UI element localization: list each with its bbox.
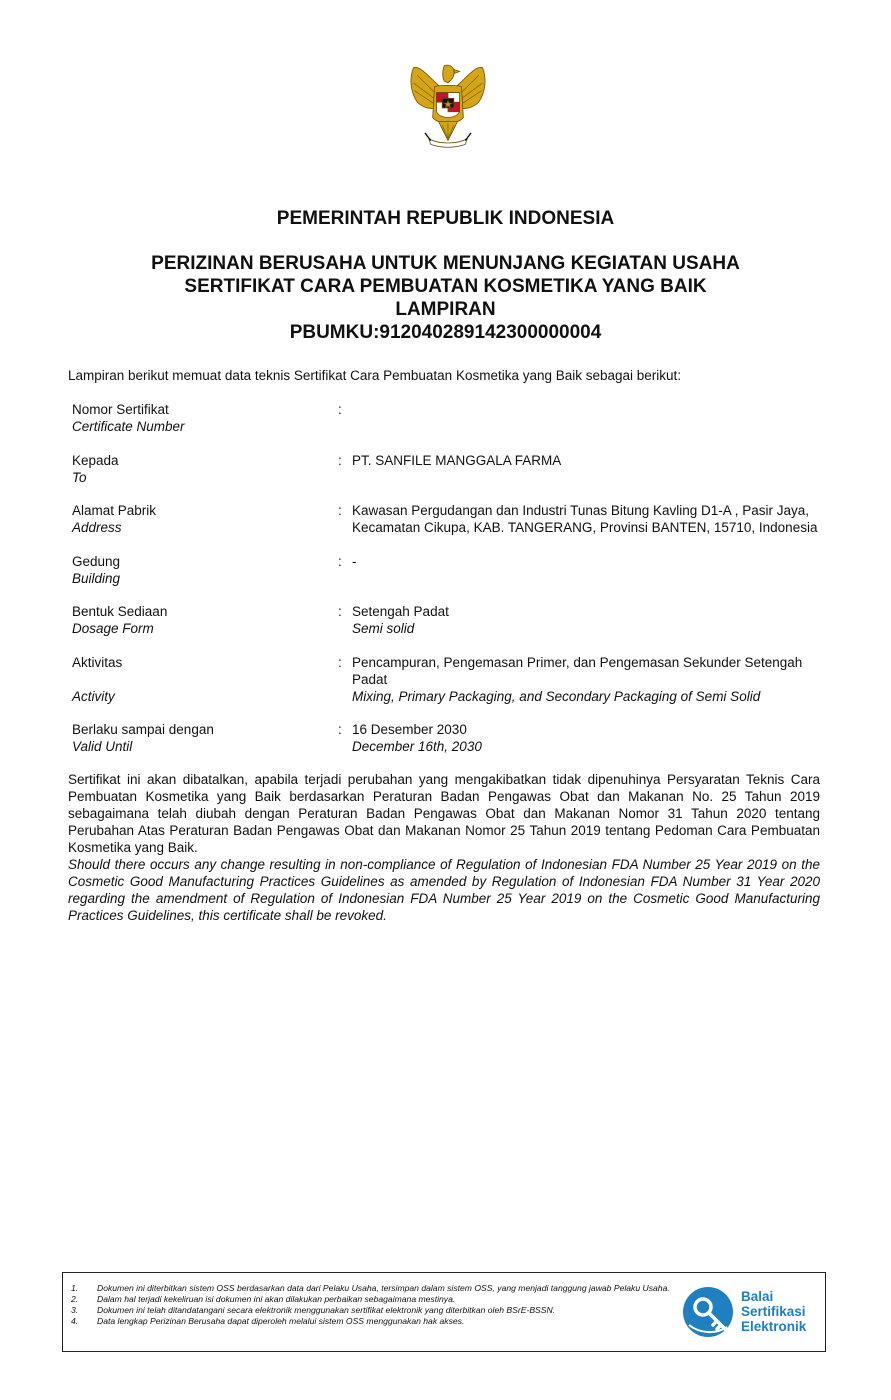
logo-line: Elektronik [741,1319,807,1334]
colon: : [338,503,342,518]
field-value [352,502,822,536]
field-label [72,452,332,486]
note-text: Dalam hal terjadi kekeliruan isi dokumen ini akan dilakukan perbaikan sebagaimana mestinya. [97,1294,456,1304]
field-value [352,721,822,755]
label-en: Certificate Number [72,419,185,434]
colon: : [338,554,342,569]
address-line: Kecamatan Cikupa, KAB. TANGERANG, Provinsi BANTEN, 15710, Indonesia [352,520,818,535]
value-id: Pencampuran, Pengemasan Primer, dan Pengemasan Sekunder Setengah [352,655,803,670]
colon: : [338,722,342,737]
bse-logo-text [741,1289,806,1334]
value-id: 16 Desember 2030 [352,722,467,737]
label-en: Activity [72,689,115,704]
field-value: - [352,554,357,569]
note-text: Dokumen ini telah ditandatangani secara elektronik menggunakan sertifikat elektronik yang diterbitkan oleh BSrE-BSSN. [97,1305,556,1315]
colon: : [338,453,342,468]
label-id: Nomor Sertifikat [72,402,169,417]
logo-line: Sertifikasi [741,1304,806,1319]
title-line: PERIZINAN BERUSAHA UNTUK MENUNJANG KEGIATAN USAHA [151,253,740,274]
footer-note [71,1316,671,1327]
statement-english: Should there occurs any change resulting in non-compliance of Regulation of Indonesian FDA Number 25 Year 2019 on the Cosmetic Good Manufacturing Practices Guidelines as amended by Regulation of Indonesian FDA Number 31 Year 2020 regarding the amendment of Regulation of Indonesian FDA Number 25 Year 2019 on the Cosmetic Good Manufacturing Practices Guidelines, this certificate shall be revoked. [68,857,820,923]
field-value [352,654,822,705]
footer-note [71,1283,671,1294]
value-en: Semi solid [352,621,415,636]
value-id: Padat [352,672,388,687]
intro-text: Lampiran berikut memuat data teknis Sertifikat Cara Pembuatan Kosmetika yang Baik sebagai berikut: [68,368,682,383]
statement-indonesian: Sertifikat ini akan dibatalkan, apabila terjadi perubahan yang mengakibatkan tidak dipenuhinya Persyaratan Teknis Cara Pembuatan Kosmetika yang Baik berdasarkan Peraturan Badan Pengawas Obat dan Makanan No. 25 Tahun 2019 sebagaimana telah diubah dengan Peraturan Badan Pengawas Obat dan Makanan Nomor 31 Tahun 2020 tentang Perubahan Atas Peraturan Badan Pengawas Obat dan Makanan Nomor 25 Tahun 2019 tentang Pedoman Cara Pembuatan Kosmetika yang Baik. [68,772,820,855]
footer-note [71,1305,671,1316]
note-text: Dokumen ini diterbitkan sistem OSS berdasarkan data dari Pelaku Usaha, tersimpan dalam sistem OSS, yang menjadi tanggung jawab Pelaku Usaha. [97,1283,670,1293]
label-id: Aktivitas [72,655,123,670]
note-number: 4. [71,1316,79,1326]
field-label [72,553,332,587]
value-id: Setengah Padat [352,604,449,619]
label-en: Building [72,571,121,586]
bse-key-icon [681,1285,735,1339]
label-en: Address [72,520,122,535]
field-label [72,654,332,705]
label-id: Bentuk Sediaan [72,604,168,619]
field-value: PT. SANFILE MANGGALA FARMA [352,453,562,468]
address-line: Kawasan Pergudangan dan Industri Tunas Bitung Kavling D1-A , Pasir Jaya, [352,503,810,518]
note-number: 2. [71,1294,79,1304]
document-title [0,252,891,344]
colon: : [338,604,342,619]
note-text: Data lengkap Perizinan Berusaha dapat diperoleh melalui sistem OSS menggunakan hak akses. [97,1316,465,1326]
label-id: Kepada [72,453,119,468]
colon: : [338,655,342,670]
field-label [72,401,332,435]
footer-notes-box [62,1272,826,1352]
label-en: Valid Until [72,739,133,754]
government-title: PEMERINTAH REPUBLIK INDONESIA [276,208,615,229]
title-line: SERTIFIKAT CARA PEMBUATAN KOSMETIKA YANG BAIK [184,276,707,297]
label-id: Berlaku sampai dengan [72,722,214,737]
bse-logo [679,1281,819,1343]
value-en: Mixing, Primary Packaging, and Secondary Packaging of Semi Solid [352,689,761,704]
label-en: Dosage Form [72,621,154,636]
field-label [72,603,332,637]
note-number: 1. [71,1283,79,1293]
label-id: Gedung [72,554,121,569]
field-value [352,603,822,637]
footer-note [71,1294,671,1305]
value-en: December 16th, 2030 [352,739,482,754]
footer-notes-list [71,1283,671,1327]
garuda-emblem-icon [400,58,496,154]
field-label [72,502,332,536]
label-id: Alamat Pabrik [72,503,157,518]
label-en: To [72,470,87,485]
permit-number: PBUMKU:912040289142300000004 [289,322,602,343]
field-label [72,721,332,755]
logo-line: Balai [741,1289,774,1304]
title-line: LAMPIRAN [395,299,496,320]
revocation-statement [68,771,820,924]
note-number: 3. [71,1305,79,1315]
colon: : [338,402,342,417]
